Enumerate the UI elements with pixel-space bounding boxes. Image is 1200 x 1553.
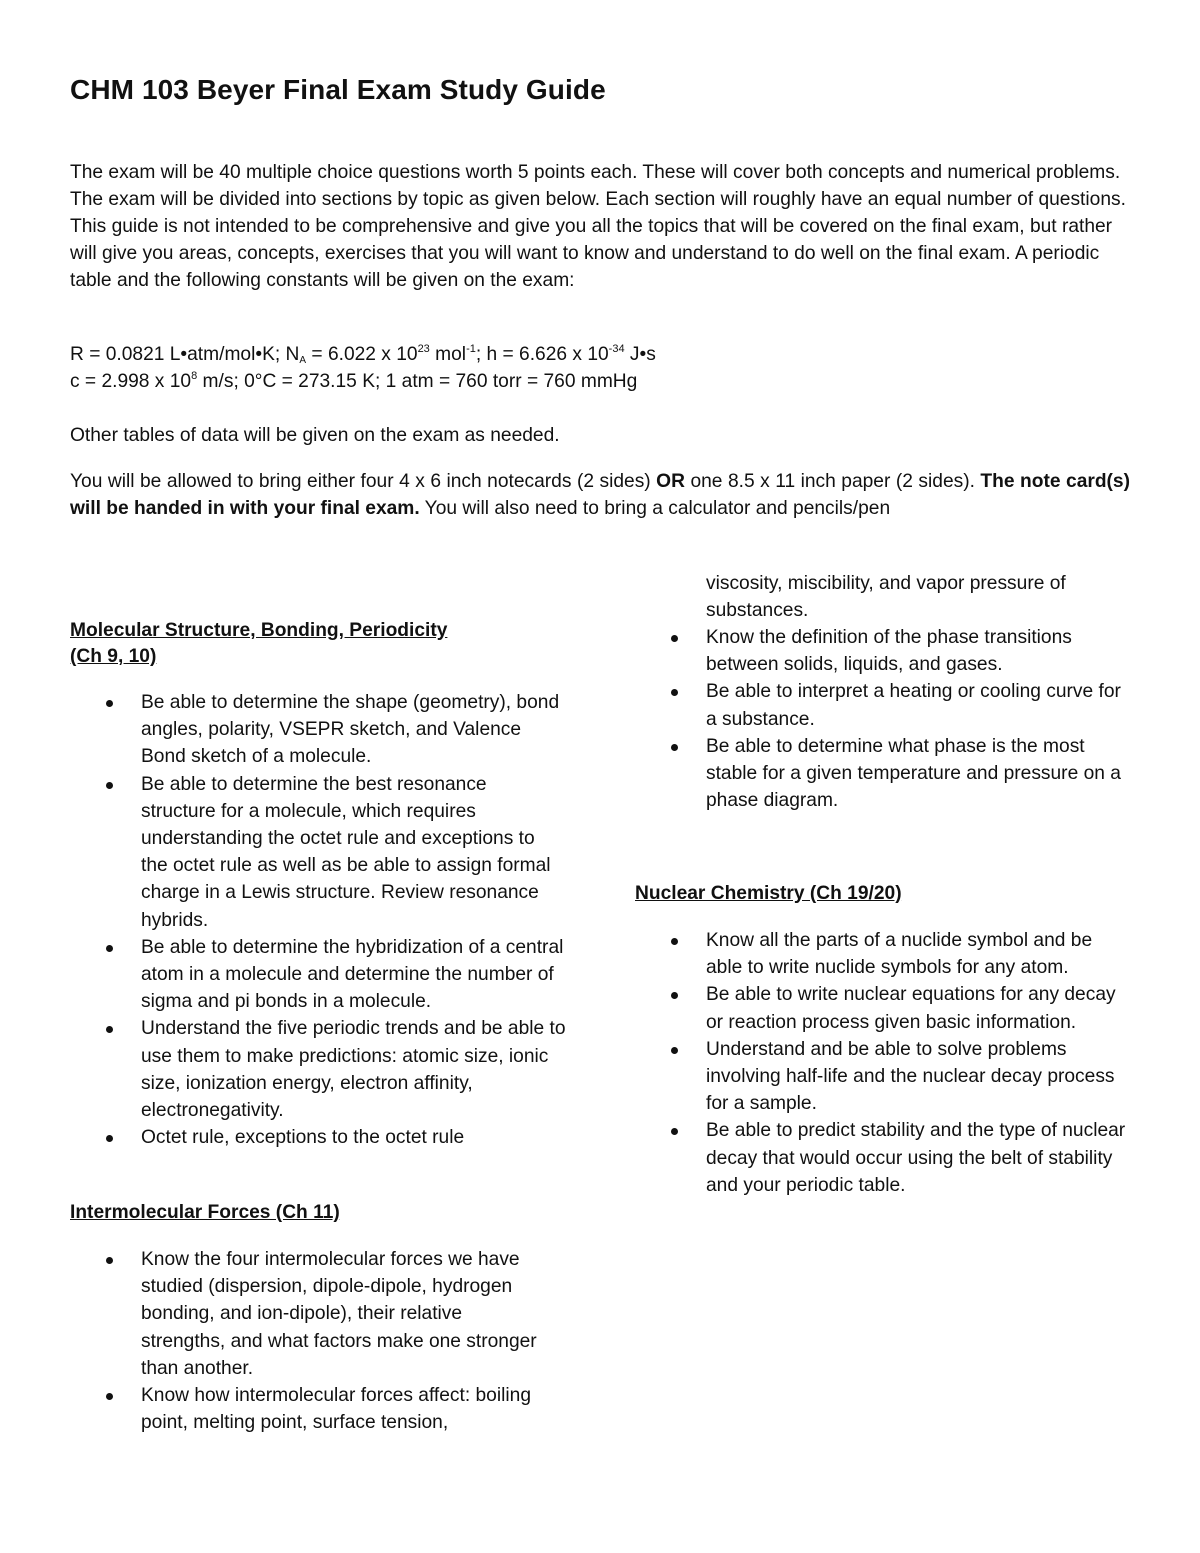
list-item-text: Octet rule, exceptions to the octet rule bbox=[141, 1127, 465, 1149]
list-item bbox=[106, 1124, 566, 1151]
speed-of-light: c = 2.998 x 10 bbox=[70, 371, 192, 392]
planck-exponent: -34 bbox=[608, 343, 625, 355]
list-item bbox=[671, 733, 1131, 815]
bullet-icon bbox=[671, 689, 678, 696]
section-heading-imf: Intermolecular Forces (Ch 11) bbox=[70, 1202, 340, 1223]
gas-constant: R = 0.0821 L•atm/mol•K; N bbox=[70, 344, 300, 365]
list-item-text: Know the definition of the phase transitions between solids, liquids, and gases. bbox=[706, 627, 1072, 676]
bullet-icon bbox=[671, 1128, 678, 1135]
list-item-text: Know how intermolecular forces affect: boiling point, melting point, surface tension, bbox=[141, 1385, 531, 1434]
avogadro-unit-exponent: -1 bbox=[466, 343, 476, 355]
imf-bullet-list bbox=[106, 1246, 546, 1436]
constants-line-2 bbox=[70, 368, 1130, 395]
imf-bullet-list-continued bbox=[671, 624, 1131, 814]
list-item-text: Be able to determine the best resonance structure for a molecule, which requires understanding the octet rule and exceptions to the octet rule as well as be able to assign formal charge in a Lewis structure. Review resonance hybrids. bbox=[141, 773, 551, 931]
notecard-or: OR bbox=[656, 471, 685, 492]
list-item bbox=[671, 1036, 1131, 1118]
list-item-text: Be able to predict stability and the type of nuclear decay that would occur using the belt of stability and your periodic table. bbox=[706, 1120, 1126, 1196]
section-heading-nuclear: Nuclear Chemistry (Ch 19/20) bbox=[635, 883, 902, 904]
notecard-handin-warning: The note card(s) will be handed in with your final exam. bbox=[70, 471, 1130, 519]
list-item-text: Be able to determine what phase is the most stable for a given temperature and pressure on a phase diagram. bbox=[706, 735, 1121, 812]
intro-paragraph: The exam will be 40 multiple choice questions worth 5 points each. These will cover both concepts and numerical problems. The exam will be divided into sections by topic as given below. Each section will roughly have an equal number of questions. This guide is not intended to be comprehensive and give you all the topics that will be covered on the final exam, but rather will give you areas, concepts, exercises that you will want to know and understand to do well on the final exam. A periodic table and the following constants will be given on the exam: bbox=[70, 162, 1126, 291]
bullet-icon bbox=[106, 700, 113, 707]
planck-unit: J•s bbox=[624, 344, 656, 365]
list-item bbox=[106, 771, 566, 934]
bullet-icon bbox=[671, 992, 678, 999]
speed-of-light-exponent: 8 bbox=[191, 370, 198, 382]
list-item-text: Be able to interpret a heating or cooling curve for a substance. bbox=[706, 681, 1121, 730]
notecard-text-2: one 8.5 x 11 inch paper (2 sides). bbox=[684, 471, 981, 492]
bullet-icon bbox=[106, 1393, 113, 1400]
bullet-icon bbox=[671, 938, 678, 945]
constants-line-1 bbox=[70, 341, 1130, 368]
notecard-paragraph bbox=[70, 468, 1130, 522]
list-item-text: Know all the parts of a nuclide symbol and be able to write nuclide symbols for any atom. bbox=[706, 930, 1093, 979]
list-item-text: Understand the five periodic trends and be able to use them to make predictions: atomic size, ionic size, ionization energy, electron affinity, electronegativity. bbox=[141, 1018, 566, 1122]
bullet-icon bbox=[106, 782, 113, 789]
list-item-text: Understand and be able to solve problems involving half-life and the nuclear decay process for a sample. bbox=[706, 1038, 1115, 1115]
avogadro-exponent: 23 bbox=[417, 343, 430, 355]
avogadro-unit: mol bbox=[429, 344, 467, 365]
bullet-icon bbox=[671, 635, 678, 642]
list-item bbox=[671, 1117, 1131, 1199]
list-item-text: Know the four intermolecular forces we have studied (dispersion, dipole-dipole, hydrogen bonding, and ion-dipole), their relative strengths, and what factors make one stronger than another. bbox=[141, 1249, 537, 1379]
list-item bbox=[106, 689, 566, 771]
imf-continuation-text: viscosity, miscibility, and vapor pressure of substances. bbox=[706, 573, 1066, 622]
list-item bbox=[671, 927, 1131, 981]
list-item bbox=[671, 624, 1131, 678]
avogadro-value: = 6.022 x 10 bbox=[306, 344, 418, 365]
planck-constant: ; h = 6.626 x 10 bbox=[475, 344, 609, 365]
notecard-text: You will be allowed to bring either four 4 x 6 inch notecards (2 sides) bbox=[70, 471, 657, 492]
bullet-icon bbox=[671, 744, 678, 751]
list-item bbox=[106, 934, 566, 1016]
bullet-icon bbox=[106, 1135, 113, 1142]
nuclear-bullet-list bbox=[671, 927, 1131, 1199]
section-heading-molecular-line2: (Ch 9, 10) bbox=[70, 646, 157, 667]
list-item bbox=[671, 678, 1131, 732]
list-item bbox=[671, 981, 1131, 1035]
other-tables-note: Other tables of data will be given on the exam as needed. bbox=[70, 425, 560, 446]
list-item-text: Be able to determine the hybridization of a central atom in a molecule and determine the number of sigma and pi bonds in a molecule. bbox=[141, 936, 564, 1013]
unit-conversions: m/s; 0°C = 273.15 K; 1 atm = 760 torr = 760 mmHg bbox=[197, 371, 638, 392]
section-heading-molecular bbox=[70, 618, 447, 670]
bullet-icon bbox=[671, 1047, 678, 1054]
list-item-text: Be able to write nuclear equations for any decay or reaction process given basic information. bbox=[706, 984, 1116, 1033]
list-item bbox=[106, 1246, 546, 1382]
avogadro-subscript: A bbox=[299, 355, 307, 366]
bullet-icon bbox=[106, 1257, 113, 1264]
list-item bbox=[106, 1015, 566, 1124]
bullet-icon bbox=[106, 1026, 113, 1033]
notecard-text-3: You will also need to bring a calculator and pencils/pen bbox=[419, 498, 891, 519]
list-item bbox=[106, 1382, 546, 1436]
page-title: CHM 103 Beyer Final Exam Study Guide bbox=[70, 74, 606, 105]
molecular-bullet-list bbox=[106, 689, 566, 1151]
bullet-icon bbox=[106, 945, 113, 952]
section-heading-molecular-line1: Molecular Structure, Bonding, Periodicity bbox=[70, 620, 448, 641]
list-item-text: Be able to determine the shape (geometry), bond angles, polarity, VSEPR sketch, and Valence Bond sketch of a molecule. bbox=[141, 692, 560, 768]
